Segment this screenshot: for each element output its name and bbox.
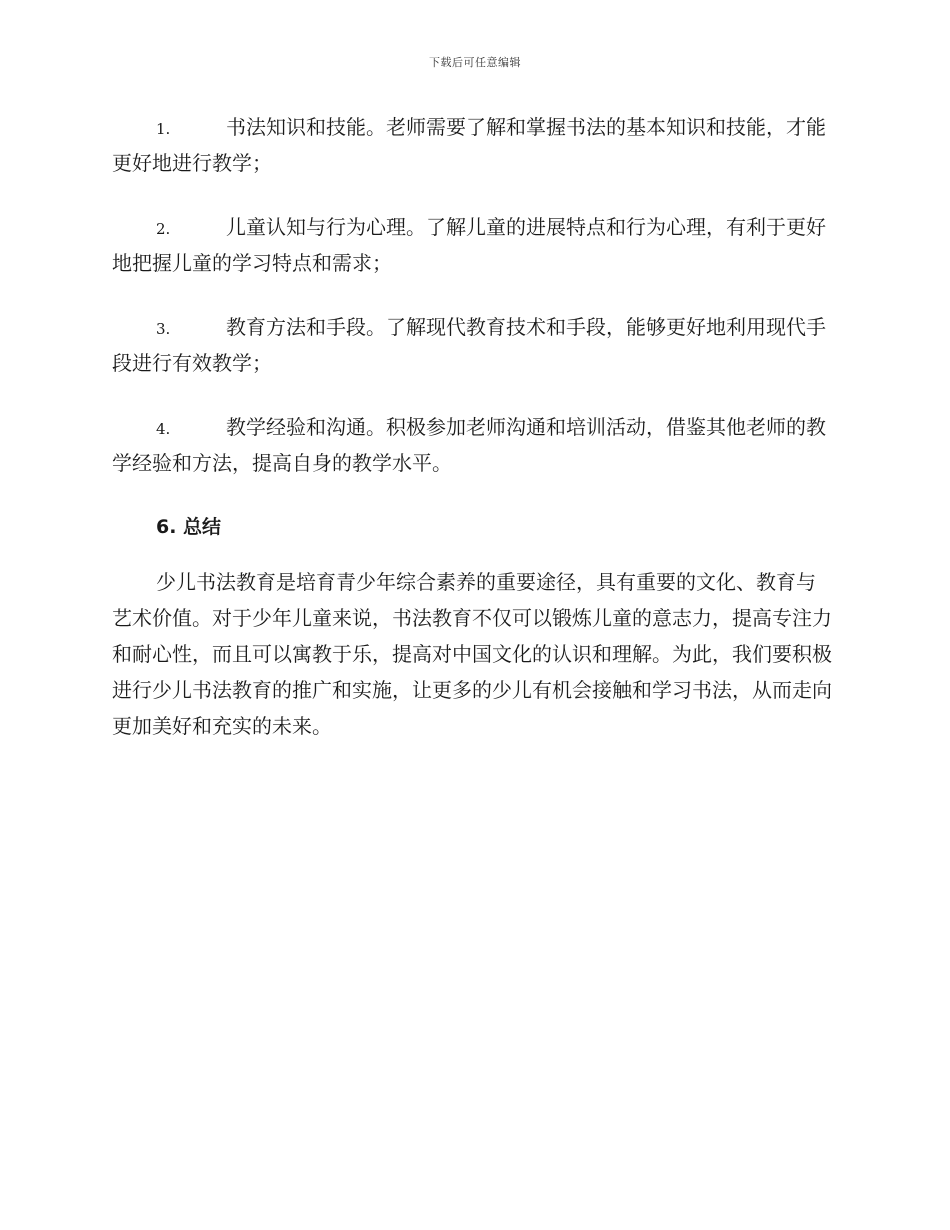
list-item xyxy=(112,210,834,280)
page-header: 下载后可任意编辑 xyxy=(429,56,521,69)
list-item xyxy=(112,410,834,480)
list-item xyxy=(112,110,834,180)
list-number: 1. xyxy=(156,120,171,138)
list-text: 儿童认知与行为心理。了解儿童的进展特点和行为心理，有利于更好地把握儿童的学习特点和需求； xyxy=(112,215,826,275)
list-number: 4. xyxy=(156,420,171,438)
list-text: 书法知识和技能。老师需要了解和掌握书法的基本知识和技能，才能更好地进行教学； xyxy=(112,115,826,175)
list-text: 教育方法和手段。了解现代教育技术和手段，能够更好地利用现代手段进行有效教学； xyxy=(112,315,826,375)
document-body xyxy=(112,110,834,744)
list-text: 教学经验和沟通。积极参加老师沟通和培训活动，借鉴其他老师的教学经验和方法，提高自身的教学水平。 xyxy=(112,415,826,475)
summary-paragraph: 少儿书法教育是培育青少年综合素养的重要途径，具有重要的文化、教育与艺术价值。对于少年儿童来说，书法教育不仅可以锻炼儿童的意志力，提高专注力和耐心性，而且可以寓教于乐，提高对中国文化的认识和理解。为此，我们要积极进行少儿书法教育的推广和实施，让更多的少儿有机会接触和学习书法，从而走向更加美好和充实的未来。 xyxy=(112,570,832,738)
section-heading: 6. 总结 xyxy=(156,516,222,538)
list-number: 3. xyxy=(156,320,171,338)
list-item xyxy=(112,310,834,380)
list-number: 2. xyxy=(156,220,171,238)
